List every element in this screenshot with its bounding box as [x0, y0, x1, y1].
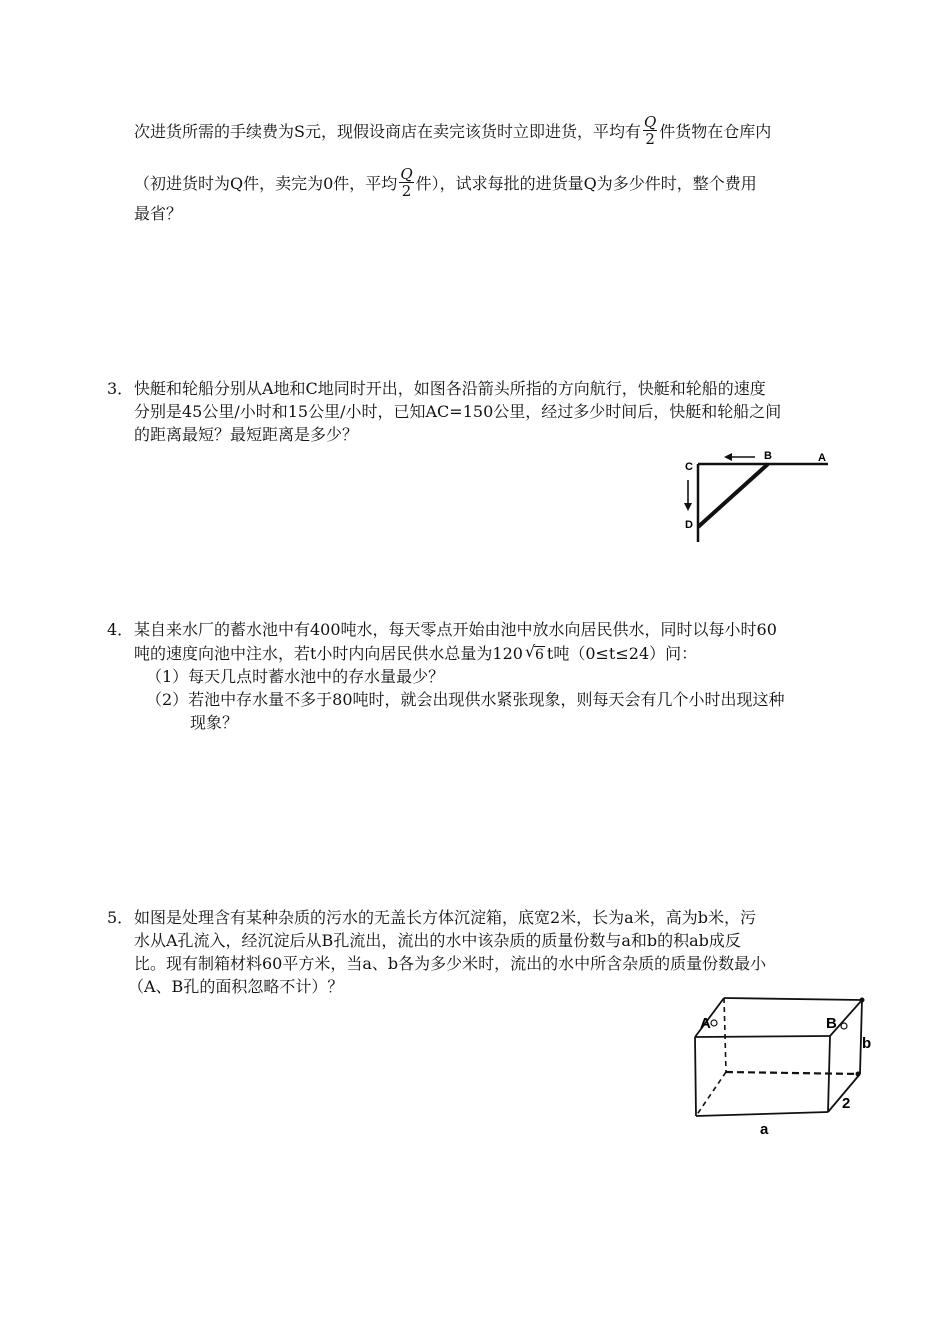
problem-3-line-3: 的距离最短？最短距离是多少？	[134, 425, 359, 444]
label-width-2: 2	[842, 1095, 851, 1112]
problem-3-line-1: 快艇和轮船分别从A地和C地同时开出，如图各沿箭头所指的方向航行，快艇和轮船的速度	[134, 379, 766, 398]
label-a: A	[818, 452, 826, 464]
problem-4-question-2: （2）若池中存水量不多于80吨时，就会出现供水紧张现象，则每天会有几个小时出现这种	[146, 690, 785, 709]
sqrt-6: √ 6	[524, 642, 544, 663]
label-c: C	[685, 461, 693, 473]
problem-5-line-2: 水从A孔流入，经沉淀后从B孔流出，流出的水中该杂质的质量份数与a和b的积ab成反	[134, 931, 741, 950]
tank-diagram	[690, 990, 890, 1140]
fraction-q-over-2: $\frac{Q}{2}$	[643, 113, 657, 148]
problem-4-line-1: 某自来水厂的蓄水池中有400吨水，每天零点开始由池中放水向居民供水，同时以每小时60	[134, 620, 777, 639]
label-length-a: a	[760, 1121, 769, 1138]
problem-4-line-2: 吨的速度向池中注水，若t小时内向居民供水总量为120 √ 6 t吨（0≤t≤24）问：	[134, 642, 698, 663]
label-hole-b: B	[826, 1015, 837, 1032]
boat-diagram	[680, 445, 840, 545]
label-b: B	[764, 450, 772, 462]
label-hole-a: A	[700, 1015, 711, 1032]
problem-3-number: 3．	[107, 379, 134, 398]
label-d: D	[685, 519, 693, 531]
corner-dot	[856, 1072, 861, 1077]
problem-4-question-2-cont: 现象？	[190, 713, 239, 732]
problem-5-line-3: 比。现有制箱材料60平方米，当a、b各为多少米时，流出的水中所含杂质的质量份数最小	[134, 954, 767, 973]
problem-2-line-2: （初进货时为Q件，卖完为0件，平均 $\frac{Q}{2}$ 件），试求每批的进货量Q为多少件时，整个费用	[134, 165, 757, 200]
problem-5-number: 5．	[107, 908, 134, 927]
corner-dot	[860, 998, 865, 1003]
problem-2-line-1: 次进货所需的手续费为S元，现假设商店在卖完该货时立即进货，平均有 $\frac{Q}{2}$ 件货物在仓库内	[134, 113, 772, 148]
fraction-q-over-2: $\frac{Q}{2}$	[400, 165, 413, 200]
problem-3-line-2: 分别是45公里/小时和15公里/小时，已知AC=150公里，经过多少时间后，快艇和轮船之间	[134, 402, 782, 421]
label-height-b: b	[862, 1035, 872, 1052]
problem-4-number: 4．	[107, 620, 134, 639]
problem-4-question-1: （1）每天几点时蓄水池中的存水量最少？	[146, 667, 445, 686]
hole-b	[841, 1023, 847, 1029]
problem-5-line-4: （A、B孔的面积忽略不计）？	[128, 977, 344, 996]
hole-a	[711, 1020, 717, 1026]
radical-sign: √	[524, 642, 536, 661]
problem-5-line-1: 如图是处理含有某种杂质的污水的无盖长方体沉淀箱，底宽2米，长为a米，高为b米，污	[134, 908, 756, 927]
problem-2-line-3: 最省？	[134, 204, 183, 223]
